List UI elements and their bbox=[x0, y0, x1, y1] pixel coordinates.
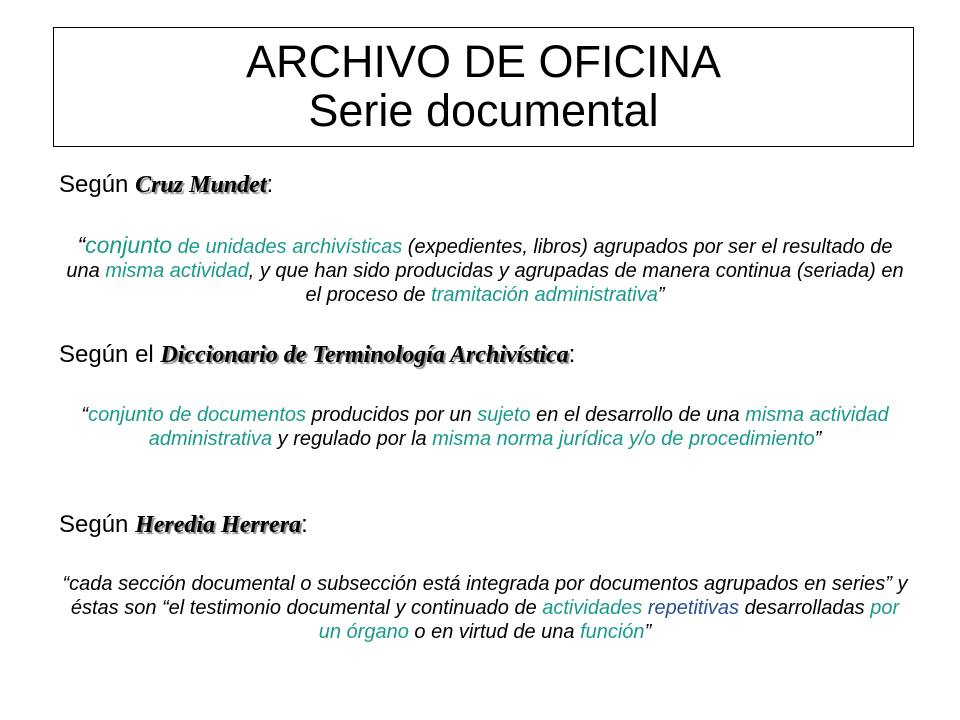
definition-quote-3 bbox=[60, 572, 910, 644]
source-suffix: : bbox=[266, 171, 274, 198]
page-title: ARCHIVO DE OFICINA bbox=[245, 36, 722, 87]
quote-open: “ bbox=[81, 404, 89, 426]
page-subtitle: Serie documental bbox=[308, 85, 659, 136]
title-box bbox=[53, 27, 914, 147]
quote-open: “ bbox=[77, 232, 86, 258]
quote-term: por un órgano bbox=[318, 597, 900, 643]
source-prefix: Según bbox=[59, 511, 136, 538]
quote-term: actividades bbox=[542, 597, 643, 619]
quote-close: ” bbox=[657, 284, 665, 306]
quote-term: misma actividad administrativa bbox=[148, 404, 889, 450]
quote-term: conjunto de documentos bbox=[88, 404, 306, 426]
quote-text: y regulado por la bbox=[272, 428, 433, 450]
quote-text: en el desarrollo de una bbox=[530, 404, 746, 426]
author-name: Cruz Mundet bbox=[135, 172, 267, 198]
quote-term: repetitivas bbox=[647, 597, 740, 619]
quote-term: conjunto bbox=[85, 232, 173, 258]
author-name: Heredia Herrera bbox=[135, 512, 302, 538]
quote-term: de unidades archivísticas bbox=[172, 236, 403, 258]
definition-quote-2 bbox=[60, 403, 910, 451]
source-suffix: : bbox=[301, 511, 308, 538]
quote-term: sujeto bbox=[477, 404, 531, 426]
quote-text: , y que han sido producidas y agrupadas de manera continua (seriada) en el proceso de bbox=[248, 260, 904, 306]
quote-term: tramitación administrativa bbox=[431, 284, 658, 306]
quote-term: misma actividad bbox=[105, 260, 249, 282]
source-heading-diccionario bbox=[59, 341, 575, 369]
quote-close: ” bbox=[814, 428, 822, 450]
quote-text: producidos por un bbox=[306, 404, 478, 426]
quote-term: misma norma jurídica y/o de procedimiento bbox=[432, 428, 815, 450]
author-name: Diccionario de Terminología Archivística bbox=[160, 342, 569, 368]
quote-text: desarrolladas bbox=[739, 597, 871, 619]
quote-text: “cada sección documental o subsección está integrada por documentos agrupados en series” y éstas son “el testimonio documental y continuado de bbox=[62, 573, 908, 619]
source-heading-cruz-mundet bbox=[59, 171, 273, 199]
quote-text: (expedientes, libros) agrupados por ser el resultado de una bbox=[66, 236, 893, 282]
quote-close: ” bbox=[644, 621, 652, 643]
source-prefix: Según el bbox=[59, 341, 161, 368]
quote-text: o en virtud de una bbox=[408, 621, 581, 643]
source-prefix: Según bbox=[59, 171, 136, 198]
quote-term: función bbox=[580, 621, 645, 643]
source-suffix: : bbox=[568, 341, 576, 368]
definition-quote-1 bbox=[60, 233, 910, 307]
source-heading-heredia-herrera bbox=[59, 511, 308, 539]
